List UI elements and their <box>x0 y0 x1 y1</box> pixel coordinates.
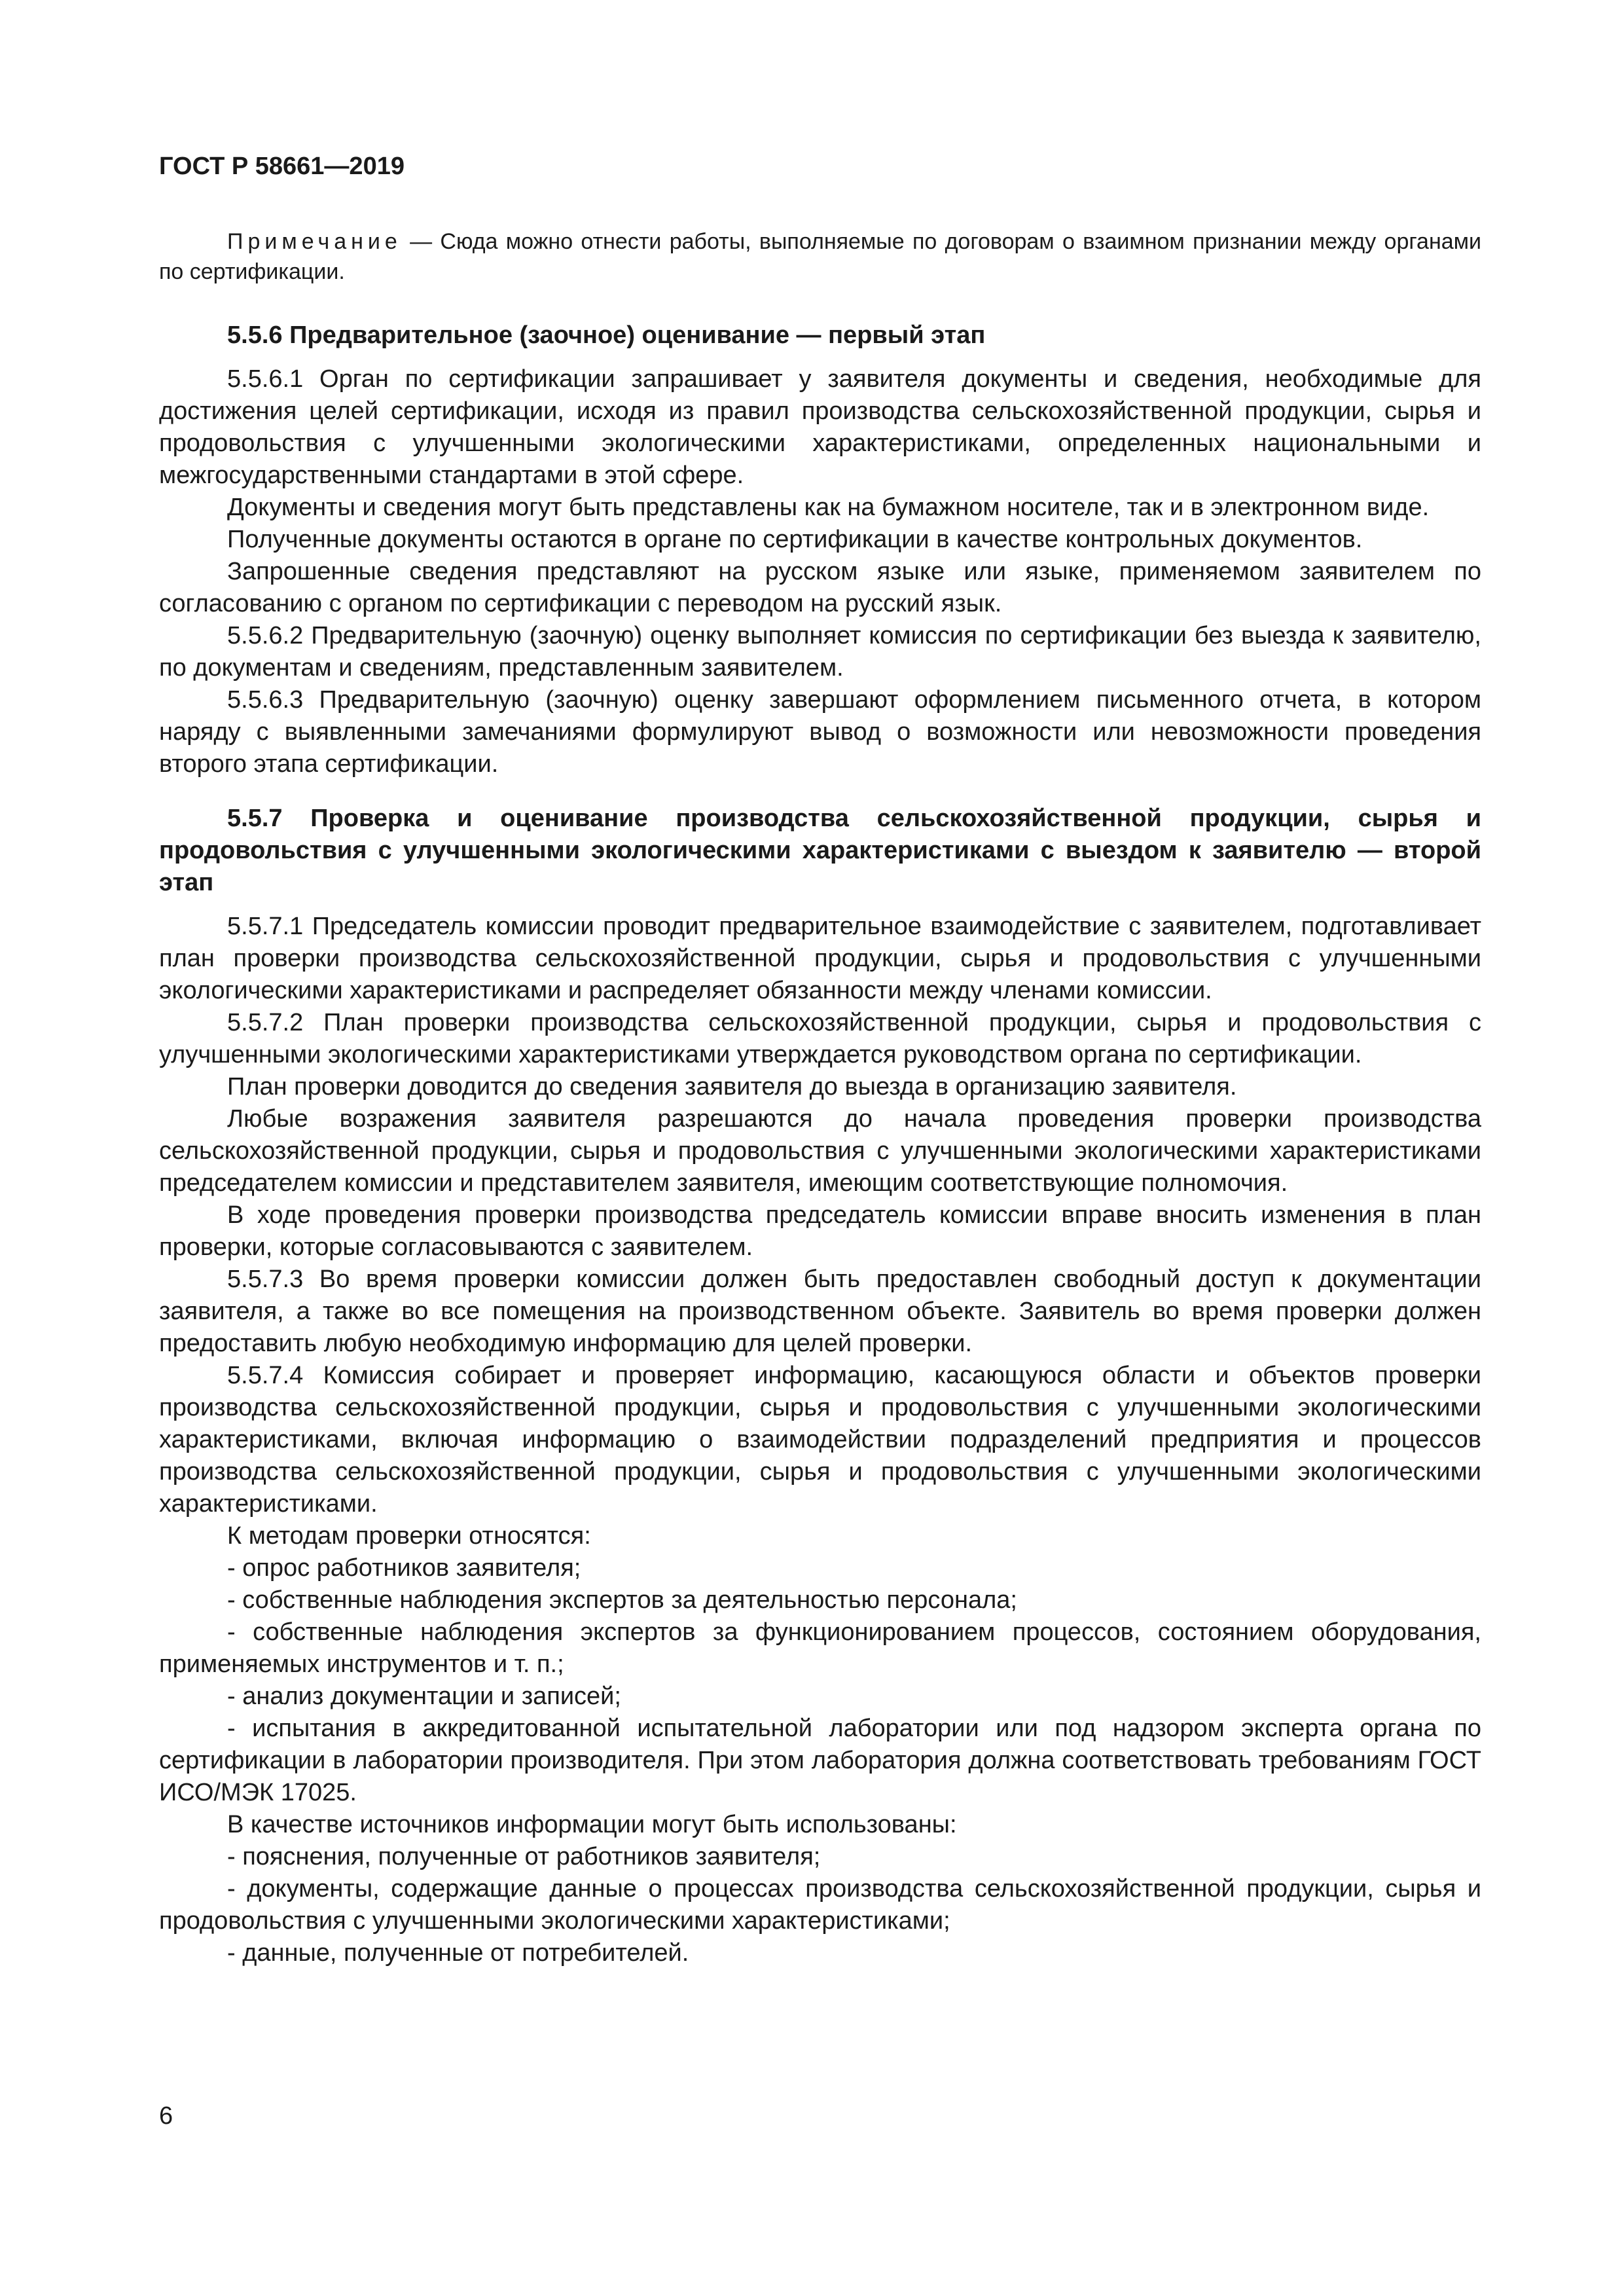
paragraph: Любые возражения заявителя разрешаются до начала проведения проверки производства сельскохозяйственной продукции, сырья и продовольствия с улучшенными экологическими характеристиками председателем комиссии и представителем заявителя, имеющим соответствующие полномочия. <box>159 1105 1481 1197</box>
paragraph-5563: 5.5.6.3 Предварительную (заочную) оценку завершают оформлением письменного отчета, в котором наряду с выявленными замечаниями формулируют вывод о возможности или невозможности проведения второго этапа сертификации. <box>159 686 1481 778</box>
paragraph: Запрошенные сведения представляют на русском языке или языке, применяемом заявителем по согласованию с органом по сертификации с переводом на русский язык. <box>159 558 1481 617</box>
list-item: - пояснения, полученные от работников заявителя; <box>227 1843 821 1870</box>
section-556-title: 5.5.6 Предварительное (заочное) оценивание — первый этап <box>227 321 986 349</box>
paragraph: Документы и сведения могут быть представлены как на бумажном носителе, так и в электронном виде. <box>227 494 1430 521</box>
document-header: ГОСТ Р 58661—2019 <box>159 153 405 180</box>
list-item: - данные, полученные от потребителей. <box>227 1939 689 1967</box>
paragraph-5561: 5.5.6.1 Орган по сертификации запрашивает у заявителя документы и сведения, необходимые для достижения целей сертификации, исходя из правил производства сельскохозяйственной продукции, сырья и продовольствия с улучшенными экологическими характеристиками, определенных национальными и межгосударственными стандартами в этой сфере. <box>159 365 1481 489</box>
section-557-title: 5.5.7 Проверка и оценивание производства сельскохозяйственной продукции, сырья и продовольствия с улучшенными экологическими характеристиками с выездом к заявителю — второй этап <box>159 805 1481 896</box>
paragraph: План проверки доводится до сведения заявителя до выезда в организацию заявителя. <box>227 1073 1237 1101</box>
note-text: — Сюда можно отнести работы, выполняемые по договорам о взаимном признании между органами по сертификации. <box>159 229 1481 284</box>
list-item: - собственные наблюдения экспертов за деятельностью персонала; <box>227 1586 1017 1614</box>
list-item: - опрос работников заявителя; <box>227 1554 581 1582</box>
document-page <box>159 151 1481 1969</box>
paragraph-5562: 5.5.6.2 Предварительную (заочную) оценку выполняет комиссия по сертификации без выезда к заявителю, по документам и сведениям, представленным заявителем. <box>159 622 1481 682</box>
paragraph: Полученные документы остаются в органе по сертификации в качестве контрольных документов. <box>227 526 1363 553</box>
note <box>159 227 1481 287</box>
paragraph: В ходе проведения проверки производства председатель комиссии вправе вносить изменения в план проверки, которые согласовываются с заявителем. <box>159 1201 1481 1261</box>
paragraph-5574: 5.5.7.4 Комиссия собирает и проверяет информацию, касающуюся области и объектов проверки производства сельскохозяйственной продукции, сырья и продовольствия с улучшенными экологическими характеристиками, включая информацию о взаимодействии подразделений предприятия и процессов производства сельскохозяйственной продукции, сырья и продовольствия с улучшенными экологическими характеристиками. <box>159 1362 1481 1518</box>
paragraph-5571: 5.5.7.1 Председатель комиссии проводит предварительное взаимодействие с заявителем, подготавливает план проверки производства сельскохозяйственной продукции, сырья и продовольствия с улучшенными экологическими характеристиками и распределяет обязанности между членами комиссии. <box>159 913 1481 1004</box>
list-item: - анализ документации и записей; <box>227 1683 621 1710</box>
paragraph-5573: 5.5.7.3 Во время проверки комиссии должен быть предоставлен свободный доступ к документации заявителя, а также во все помещения на производственном объекте. Заявитель во время проверки должен предоставить любую необходимую информацию для целей проверки. <box>159 1266 1481 1357</box>
list-item: - документы, содержащие данные о процессах производства сельскохозяйственной продукции, сырья и продовольствия с улучшенными экологическими характеристиками; <box>159 1875 1481 1935</box>
methods-intro: К методам проверки относятся: <box>227 1522 591 1550</box>
list-item: - испытания в аккредитованной испытательной лаборатории или под надзором эксперта органа по сертификации в лаборатории производителя. При этом лаборатория должна соответствовать требованиям ГОСТ ИСО/МЭК 17025. <box>159 1715 1481 1806</box>
list-item: - собственные наблюдения экспертов за функционированием процессов, состоянием оборудования, применяемых инструментов и т. п.; <box>159 1618 1481 1678</box>
sources-intro: В качестве источников информации могут быть использованы: <box>227 1811 957 1838</box>
paragraph-5572: 5.5.7.2 План проверки производства сельскохозяйственной продукции, сырья и продовольствия с улучшенными экологическими характеристиками утверждается руководством органа по сертификации. <box>159 1009 1481 1068</box>
note-label: Примечание <box>227 229 402 254</box>
page-number: 6 <box>159 2102 173 2130</box>
